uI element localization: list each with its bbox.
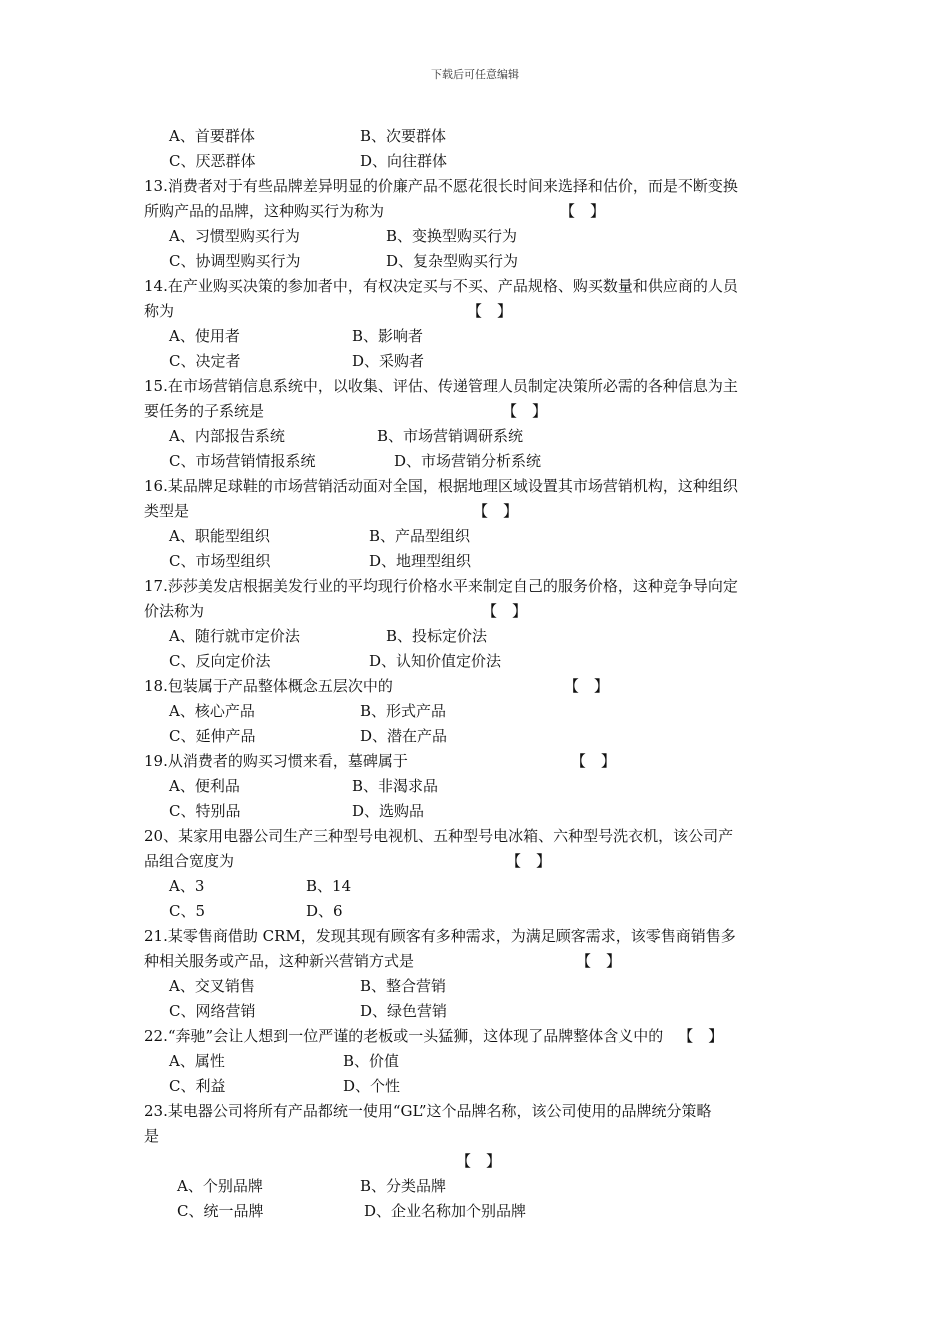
q16-option-c: C、市场型组织	[169, 552, 271, 570]
q22-option-c: C、利益	[169, 1077, 226, 1095]
q19-text-cont	[144, 749, 808, 774]
q14-answer-bracket: 【 】	[467, 302, 513, 320]
q20-answer-bracket: 【 】	[506, 852, 552, 870]
q14-options-row-2	[144, 349, 808, 374]
q18-text-cont	[144, 674, 808, 699]
q20-text-line2: 品组合宽度为	[144, 852, 235, 870]
q20-options-row-1	[144, 874, 808, 899]
q15-option-b: B、市场营销调研系统	[377, 427, 524, 445]
q23-option-b: B、分类品牌	[360, 1177, 447, 1195]
q19-options-row-1	[144, 774, 808, 799]
q19-option-b: B、非渴求品	[352, 777, 439, 795]
q18-option-a: A、核心产品	[169, 702, 255, 720]
q19-options-row-2	[144, 799, 808, 824]
q15-option-a: A、内部报告系统	[169, 427, 285, 445]
q15-options-row-2	[144, 449, 808, 474]
q23-text-line2: 是	[144, 1127, 160, 1145]
q23-option-c: C、统一品牌	[177, 1202, 264, 1220]
q17-option-a: A、随行就市定价法	[169, 627, 300, 645]
q21-option-d: D、绿色营销	[360, 1002, 448, 1020]
q16-text-line2: 类型是	[144, 502, 190, 520]
q20-option-d: D、6	[306, 902, 343, 920]
q19-option-c: C、特别品	[169, 802, 241, 820]
q19-answer-bracket: 【 】	[570, 752, 616, 770]
q13-option-a: A、习惯型购买行为	[169, 227, 300, 245]
q22-option-b: B、价值	[343, 1052, 400, 1070]
q12-options-row-2	[144, 149, 808, 174]
q22-option-d: D、个性	[343, 1077, 401, 1095]
q14-text-cont	[144, 299, 808, 324]
q18-text: 18.包装属于产品整体概念五层次中的	[144, 677, 393, 695]
q16-answer-bracket: 【 】	[473, 502, 519, 520]
q17-option-d: D、认知价值定价法	[369, 652, 502, 670]
q20-option-a: A、3	[169, 877, 205, 895]
q23-text: 23.某电器公司将所有产品都统一使用“GL”这个品牌名称，该公司使用的品牌统分策略	[144, 1102, 712, 1120]
q14-option-d: D、采购者	[352, 352, 425, 370]
q21-option-b: B、整合营销	[360, 977, 447, 995]
q16-text: 16.某品牌足球鞋的市场营销活动面对全国，根据地理区域设置其市场营销机构，这种组织	[144, 477, 738, 495]
q19-option-d: D、选购品	[352, 802, 425, 820]
question-list	[144, 124, 808, 1224]
q22-options-row-1	[144, 1049, 808, 1074]
q17-option-c: C、反向定价法	[169, 652, 271, 670]
q14-option-b: B、影响者	[352, 327, 424, 345]
q17-options-row-1	[144, 624, 808, 649]
q15-options-row-1	[144, 424, 808, 449]
q14-options-row-1	[144, 324, 808, 349]
q14-text-line2: 称为	[144, 302, 175, 320]
q14-text: 14.在产业购买决策的参加者中，有权决定买与不买、产品规格、购买数量和供应商的人员	[144, 277, 738, 295]
q19-option-a: A、便利品	[169, 777, 240, 795]
q23-options-row-1	[144, 1174, 808, 1199]
q16-text-cont	[144, 499, 808, 524]
q20-option-c: C、5	[169, 902, 206, 920]
q17-text-line2: 价法称为	[144, 602, 205, 620]
q22-option-a: A、属性	[169, 1052, 225, 1070]
q13-options-row-2	[144, 249, 808, 274]
q15-text-line2: 要任务的子系统是	[144, 402, 265, 420]
q21-text-line2: 种相关服务或产品，这种新兴营销方式是	[144, 952, 415, 970]
q13-text-line2: 所购产品的品牌，这种购买行为称为	[144, 202, 385, 220]
q12-option-b: B、次要群体	[360, 127, 447, 145]
q23-options-row-2	[144, 1199, 808, 1224]
q21-text-cont	[144, 949, 808, 974]
q21-option-a: A、交叉销售	[169, 977, 255, 995]
q15-answer-bracket: 【 】	[502, 402, 548, 420]
q19-text: 19.从消费者的购买习惯来看，墓碑属于	[144, 752, 408, 770]
q16-option-a: A、职能型组织	[169, 527, 270, 545]
q20-option-b: B、14	[306, 877, 352, 895]
q13-option-b: B、变换型购买行为	[386, 227, 518, 245]
q12-option-a: A、首要群体	[169, 127, 255, 145]
q21-options-row-1	[144, 974, 808, 999]
q15-option-d: D、市场营销分析系统	[394, 452, 542, 470]
q22-options-row-2	[144, 1074, 808, 1099]
q16-options-row-1	[144, 524, 808, 549]
q15-text-cont	[144, 399, 808, 424]
q20-options-row-2	[144, 899, 808, 924]
q23-answer-bracket: 【 】	[456, 1152, 502, 1170]
q17-text: 17.莎莎美发店根据美发行业的平均现行价格水平来制定自己的服务价格，这种竞争导向定	[144, 577, 738, 595]
q21-options-row-2	[144, 999, 808, 1024]
q13-answer-bracket: 【 】	[560, 202, 606, 220]
page-header: 下载后可任意编辑	[431, 68, 519, 81]
q21-text: 21.某零售商借助 CRM，发现其现有顾客有多种需求，为满足顾客需求，该零售商销售多	[144, 927, 736, 945]
q22-answer-bracket: 【 】	[678, 1027, 724, 1045]
q18-option-b: B、形式产品	[360, 702, 447, 720]
q12-option-c: C、厌恶群体	[169, 152, 256, 170]
q13-option-c: C、协调型购买行为	[169, 252, 301, 270]
q18-options-row-2	[144, 724, 808, 749]
q14-option-c: C、决定者	[169, 352, 241, 370]
q13-text-cont	[144, 199, 808, 224]
q17-answer-bracket: 【 】	[482, 602, 528, 620]
q13-text: 13.消费者对于有些品牌差异明显的价廉产品不愿花很长时间来选择和估价，而是不断变换	[144, 177, 738, 195]
q23-option-a: A、个别品牌	[177, 1177, 263, 1195]
q17-text-cont	[144, 599, 808, 624]
q23-bracket-line	[144, 1149, 808, 1174]
q17-option-b: B、投标定价法	[386, 627, 488, 645]
q18-options-row-1	[144, 699, 808, 724]
q13-options-row-1	[144, 224, 808, 249]
q13-option-d: D、复杂型购买行为	[386, 252, 519, 270]
q12-options-row-1	[144, 124, 808, 149]
q16-option-b: B、产品型组织	[369, 527, 471, 545]
q12-option-d: D、向往群体	[360, 152, 448, 170]
q14-option-a: A、使用者	[169, 327, 240, 345]
q20-text-cont	[144, 849, 808, 874]
q18-option-d: D、潜在产品	[360, 727, 448, 745]
q21-answer-bracket: 【 】	[576, 952, 622, 970]
q16-options-row-2	[144, 549, 808, 574]
q15-text: 15.在市场营销信息系统中，以收集、评估、传递管理人员制定决策所必需的各种信息为主	[144, 377, 738, 395]
q23-option-d: D、企业名称加个别品牌	[364, 1202, 527, 1220]
q21-option-c: C、网络营销	[169, 1002, 256, 1020]
q15-option-c: C、市场营销情报系统	[169, 452, 316, 470]
q17-options-row-2	[144, 649, 808, 674]
q18-answer-bracket: 【 】	[563, 677, 609, 695]
q18-option-c: C、延伸产品	[169, 727, 256, 745]
q22-text: 22.“奔驰”会让人想到一位严谨的老板或一头猛狮，这体现了品牌整体含义中的	[144, 1027, 664, 1045]
q20-text: 20、某家用电器公司生产三种型号电视机、五种型号电冰箱、六种型号洗衣机，该公司产	[144, 827, 734, 845]
q16-option-d: D、地理型组织	[369, 552, 472, 570]
q22-text-cont	[144, 1024, 808, 1049]
